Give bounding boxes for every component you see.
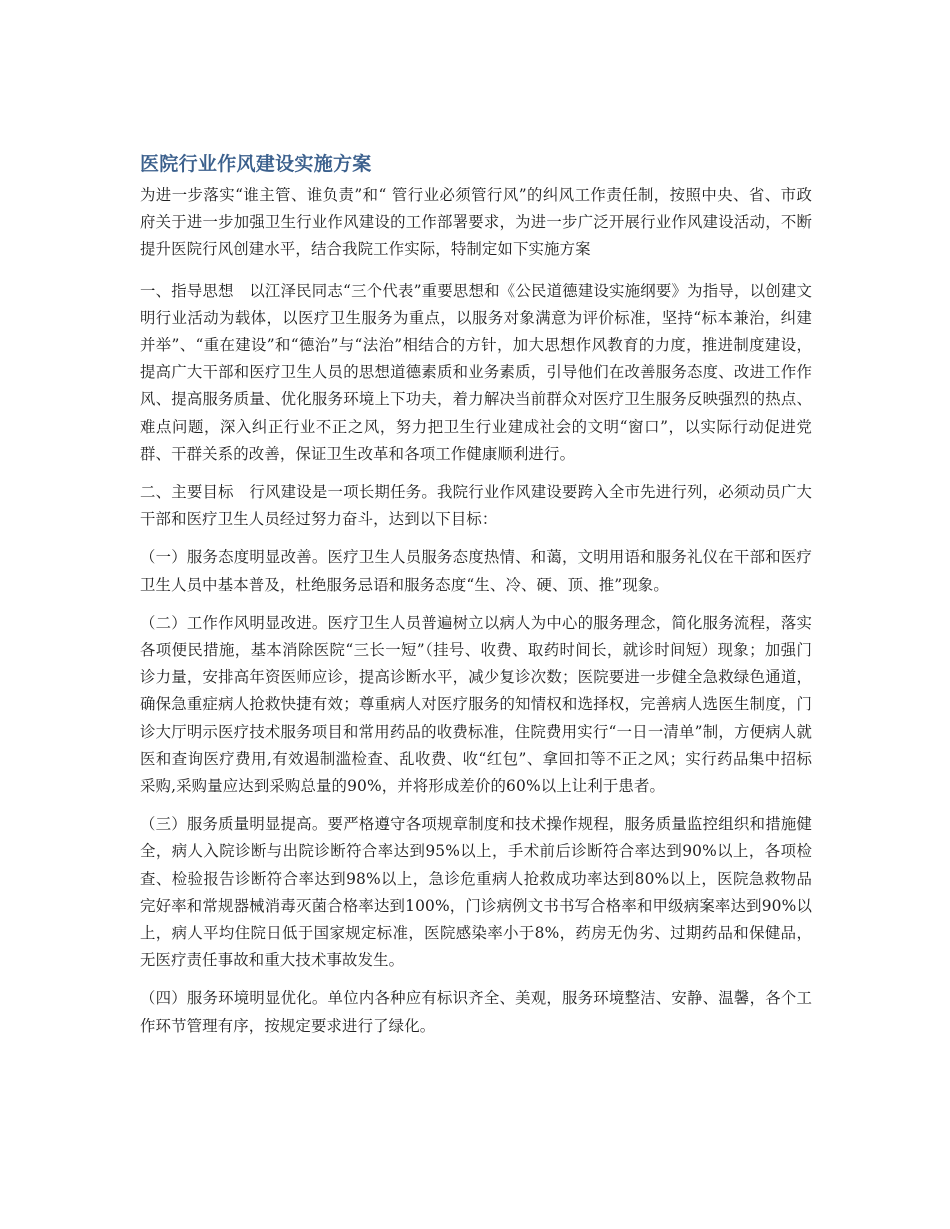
goal-service-quality-paragraph: （三）服务质量明显提高。要严格遵守各项规章制度和技术操作规程，服务质量监控组织和措施健全，病人入院诊断与出院诊断符合率达到95%以上，手术前后诊断符合率达到90%以上，各项检查、检验报告诊断符合率达到98%以上，急诊危重病人抢救成功率达到80%以上，医院急救物品完好率和常规器械消毒灭菌合格率达到100%，门诊病例文书书写合格率和甲级病案率达到90%以上，病人平均住院日低于国家规定标准，医院感染率小于8%，药房无伪劣、过期药品和保健品，无医疗责任事故和重大技术事故发生。 xyxy=(140,815,812,970)
goal-work-style-paragraph: （二）工作作风明显改进。医疗卫生人员普遍树立以病人为中心的服务理念，简化服务流程，落实各项便民措施，基本消除医院“三长一短”（挂号、收费、取药时间长，就诊时间短）现象；加强门诊力量，安排高年资医师应诊，提高诊断水平，减少复诊次数；医院要进一步健全急救绿色通道，确保急重症病人抢救快捷有效；尊重病人对医疗服务的知情权和选择权，完善病人选医生制度，门诊大厅明示医疗技术服务项目和常用药品的收费标准，住院费用实行“一日一清单”制，方便病人就医和查询医疗费用,有效遏制滥检查、乱收费、收“红包”、拿回扣等不正之风；实行药品集中招标采购,采购量应达到采购总量的90%，并将形成差价的60%以上让利于患者。 xyxy=(140,613,812,796)
main-goals-paragraph: 二、主要目标 行风建设是一项长期任务。我院行业作风建设要跨入全市先进行列，必须动员广大干部和医疗卫生人员经过努力奋斗，达到以下目标： xyxy=(140,483,812,529)
intro-paragraph: 为进一步落实“谁主管、谁负责”和“ 管行业必须管行风”的纠风工作责任制，按照中央、省、市政府关于进一步加强卫生行业作风建设的工作部署要求，为进一步广泛开展行业作风建设活动，不断提升医院行风创建水平，结合我院工作实际，特制定如下实施方案 xyxy=(140,186,812,259)
document-title: 医院行业作风建设实施方案 xyxy=(140,153,372,175)
goal-service-environment-paragraph: （四）服务环境明显优化。单位内各种应有标识齐全、美观，服务环境整洁、安静、温馨，各个工作环节管理有序，按规定要求进行了绿化。 xyxy=(140,989,812,1035)
guiding-ideology-paragraph: 一、指导思想 以江泽民同志“三个代表”重要思想和《公民道德建设实施纲要》为指导，以创建文明行业活动为载体，以医疗卫生服务为重点，以服务对象满意为评价标准，坚持“标本兼治，纠建并举”、“重在建设”和“德治”与“法治”相结合的方针，加大思想作风教育的力度，推进制度建设，提高广大干部和医疗卫生人员的思想道德素质和业务素质，引导他们在改善服务态度、改进工作作风、提高服务质量、优化服务环境上下功夫，着力解决当前群众对医疗卫生服务反映强烈的热点、难点问题，深入纠正行业不正之风，努力把卫生行业建成社会的文明“窗口”，以实际行动促进党群、干群关系的改善，保证卫生改革和各项工作健康顺利进行。 xyxy=(140,281,812,463)
goal-service-attitude-paragraph: （一）服务态度明显改善。医疗卫生人员服务态度热情、和蔼，文明用语和服务礼仪在干部和医疗卫生人员中基本普及，杜绝服务忌语和服务态度“生、冷、硬、顶、推”现象。 xyxy=(140,548,812,594)
document-page xyxy=(140,150,812,1051)
